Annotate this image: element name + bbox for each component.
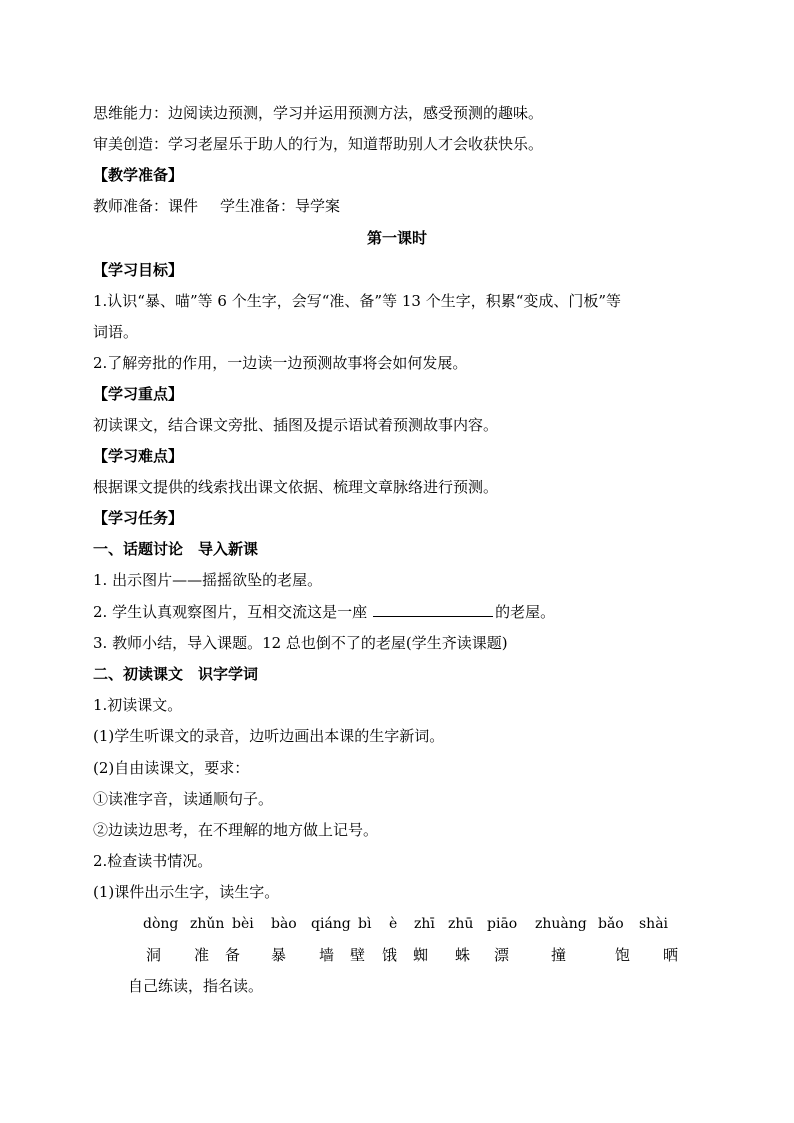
difficulty-heading: 【学习难点】 xyxy=(93,447,184,465)
section-1-step-3: 3. 教师小结，导入课题。12 总也倒不了的老屋(学生齐读课题) xyxy=(93,634,508,652)
goal-item-1-line-2: 词语。 xyxy=(93,323,139,341)
pinyin-10: piāo xyxy=(487,916,518,932)
focus-heading: 【学习重点】 xyxy=(93,385,184,403)
section-1-step-2 xyxy=(93,602,555,622)
pinyin-6: bì xyxy=(358,916,372,932)
char-6: 壁 xyxy=(350,946,366,964)
section-2-step-2: 2.检查读书情况。 xyxy=(93,852,213,870)
practice-note: 自己练读，指名读。 xyxy=(128,977,264,995)
section-2-req-1: ①读准字音，读通顺句子。 xyxy=(93,790,274,808)
objective-thinking: 思维能力：边阅读边预测，学习并运用预测方法，感受预测的趣味。 xyxy=(93,104,544,122)
pinyin-11: zhuàng xyxy=(535,916,587,932)
prep-teacher: 教师准备：课件 xyxy=(93,197,199,215)
pinyin-7: è xyxy=(389,916,398,932)
section-2-title: 二、初读课文 识字学词 xyxy=(93,665,259,683)
char-1: 洞 xyxy=(146,946,162,964)
char-4: 暴 xyxy=(271,946,287,964)
section-2-req-2: ②边读边思考，在不理解的地方做上记号。 xyxy=(93,821,379,839)
char-10: 漂 xyxy=(494,946,510,964)
goal-item-1-line-1: 1.认识“暴、喵”等 6 个生字，会写“准、备”等 13 个生字，积累“变成、门板”等 xyxy=(93,292,622,310)
pinyin-9: zhū xyxy=(448,916,474,932)
char-8: 蜘 xyxy=(413,946,429,964)
prep-heading: 【教学准备】 xyxy=(93,166,184,184)
tasks-heading: 【学习任务】 xyxy=(93,509,184,527)
goals-heading: 【学习目标】 xyxy=(93,261,184,279)
pinyin-4: bào xyxy=(271,916,297,932)
pinyin-13: shài xyxy=(639,916,669,932)
pinyin-1: dòng xyxy=(143,916,179,932)
objective-aesthetic: 审美创造：学习老屋乐于助人的行为，知道帮助别人才会收获快乐。 xyxy=(93,135,544,153)
step-2-prefix: 2. 学生认真观察图片，互相交流这是一座 xyxy=(93,603,368,621)
char-5: 墙 xyxy=(319,946,335,964)
pinyin-3: bèi xyxy=(232,916,254,932)
prep-student: 学生准备：导学案 xyxy=(220,197,341,215)
pinyin-5: qiáng xyxy=(311,916,351,932)
section-2-step-1b: (2)自由读课文，要求： xyxy=(93,759,250,777)
prep-line xyxy=(93,196,340,216)
char-3: 备 xyxy=(225,946,241,964)
lesson-title: 第一课时 xyxy=(366,229,427,247)
pinyin-8: zhī xyxy=(414,916,435,932)
pinyin-2: zhǔn xyxy=(190,916,225,932)
fill-in-blank xyxy=(373,602,493,617)
char-12: 饱 xyxy=(615,946,631,964)
pinyin-12: bǎo xyxy=(598,916,624,932)
section-1-title: 一、话题讨论 导入新课 xyxy=(93,540,259,558)
char-7: 饿 xyxy=(382,946,398,964)
section-2-step-2a: (1)课件出示生字，读生字。 xyxy=(93,883,280,901)
section-1-step-1: 1. 出示图片——摇摇欲坠的老屋。 xyxy=(93,571,323,589)
char-13: 晒 xyxy=(663,946,679,964)
char-11: 撞 xyxy=(551,946,567,964)
step-2-suffix: 的老屋。 xyxy=(495,603,556,621)
char-2: 准 xyxy=(194,946,210,964)
section-2-step-1: 1.初读课文。 xyxy=(93,696,183,714)
char-9: 蛛 xyxy=(455,946,471,964)
section-2-step-1a: (1)学生听课文的录音，边听边画出本课的生字新词。 xyxy=(93,727,445,745)
focus-text: 初读课文，结合课文旁批、插图及提示语试着预测故事内容。 xyxy=(93,416,499,434)
difficulty-text: 根据课文提供的线索找出课文依据、梳理文章脉络进行预测。 xyxy=(93,478,499,496)
goal-item-2: 2.了解旁批的作用，一边读一边预测故事将会如何发展。 xyxy=(93,354,468,372)
